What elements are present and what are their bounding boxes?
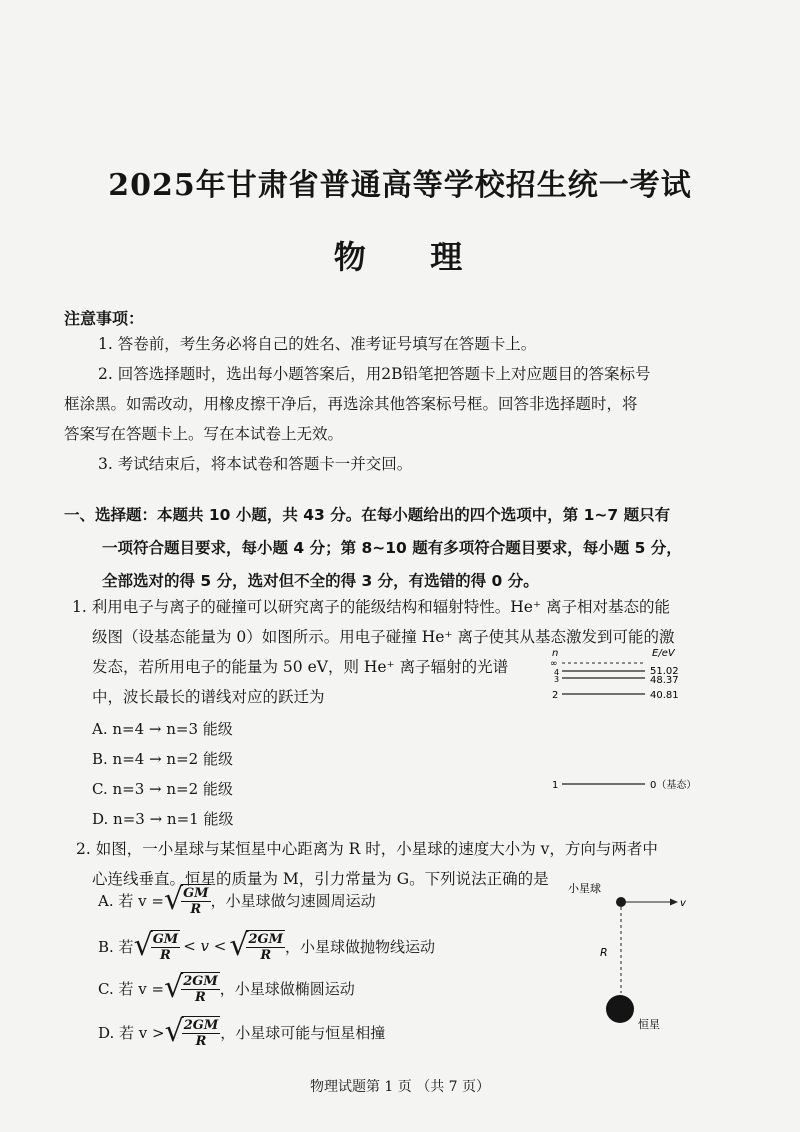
frac-denominator: R xyxy=(160,947,171,963)
radius-label: R xyxy=(600,946,608,959)
small-star-label: 小星球 xyxy=(568,882,601,895)
note-item-2-line-3: 答案写在答题卡上。写在本试卷上无效。 xyxy=(64,425,344,443)
level-1-energy: 0（基态） xyxy=(650,780,697,791)
note-item-2-line-1: 2. 回答选择题时，选出每小题答案后，用2B铅笔把答题卡上对应题目的答案标号 xyxy=(98,365,651,383)
q2-option-a-prefix: A. 若 v = xyxy=(98,891,164,910)
subject-title: 物 理 xyxy=(333,238,467,276)
sqrt-symbol: √ $\frac{2GM}{R}$ xyxy=(164,970,218,1005)
q1-line-2: 级图（设基态能量为 0）如图所示。用电子碰撞 He⁺ 离子使其从基态激发到可能的激 xyxy=(92,628,675,646)
note-item-3: 3. 考试结束后，将本试卷和答题卡一并交回。 xyxy=(98,455,413,473)
section1-line-3: 全部选对的得 5 分，选对但不全的得 3 分，有选错的得 0 分。 xyxy=(102,572,539,590)
velocity-arrowhead xyxy=(670,899,678,906)
q1-option-a: A. n=4 → n=3 能级 xyxy=(92,720,233,738)
q2-option-c xyxy=(98,968,355,1008)
frac-numerator: GM xyxy=(152,931,179,947)
q2-option-d-suffix: ，小星球可能与恒星相撞 xyxy=(220,1023,386,1042)
level-2-energy: 40.81 xyxy=(650,690,679,701)
section1-line-1: 一、选择题：本题共 10 小题，共 43 分。在每小题给出的四个选项中，第 1~7 题只有 xyxy=(64,506,671,524)
star-label: 恒星 xyxy=(638,1018,660,1031)
note-item-2-line-2: 框涂黑。如需改动，用橡皮擦干净后，再选涂其他答案标号框。回答非选择题时，将 xyxy=(64,395,638,413)
diagram-inf-label: ∞ xyxy=(550,659,558,669)
level-4-n: 4 xyxy=(554,668,560,677)
small-star-dot xyxy=(616,897,626,907)
frac-denominator: R xyxy=(260,947,272,963)
frac-denominator: R xyxy=(195,989,206,1005)
q2-option-b xyxy=(98,926,435,966)
q1-option-b: B. n=4 → n=2 能级 xyxy=(92,750,233,768)
diagram-n-label: n xyxy=(552,648,559,659)
sqrt-symbol: √ $\frac{2GM}{R}$ xyxy=(164,1014,219,1049)
q2-option-c-suffix: ，小星球做椭圆运动 xyxy=(219,979,355,998)
level-1-n: 1 xyxy=(552,780,559,791)
q1-line-4: 中，波长最长的谱线对应的跃迁为 xyxy=(92,688,325,706)
sqrt-symbol: √ $\frac{GM}{R}$ xyxy=(133,928,179,963)
frac-denominator: R xyxy=(190,901,202,917)
sqrt-symbol: √ $\frac{GM}{R}$ xyxy=(163,882,209,917)
level-2-n: 2 xyxy=(552,690,559,701)
velocity-label: v xyxy=(680,898,686,909)
q2-option-b-suffix: ，小星球做抛物线运动 xyxy=(285,937,436,956)
frac-numerator: 2GM xyxy=(248,931,284,947)
sqrt-symbol: √ $\frac{2GM}{R}$ xyxy=(229,928,284,963)
star-body xyxy=(606,995,634,1023)
frac-numerator: 2GM xyxy=(183,1017,219,1033)
energy-level-diagram xyxy=(540,645,710,805)
note-item-1: 1. 答卷前，考生务必将自己的姓名、准考证号填写在答题卡上。 xyxy=(98,335,537,353)
q2-option-d-prefix: D. 若 v > xyxy=(98,1023,165,1042)
level-3-energy: 48.37 xyxy=(650,675,679,686)
q2-line-1: 2. 如图，一小星球与某恒星中心距离为 R 时，小星球的速度大小为 v，方向与两者中 xyxy=(76,840,658,858)
q2-option-b-prefix: B. 若 xyxy=(98,937,134,956)
page-footer: 物理试题第 1 页 （共 7 页） xyxy=(309,1079,491,1095)
exam-title: 2025年甘肃省普通高等学校招生统一考试 xyxy=(108,168,692,203)
frac-numerator: 2GM xyxy=(183,973,218,989)
diagram-energy-label: E/eV xyxy=(652,648,675,659)
q2-option-c-prefix: C. 若 v = xyxy=(98,979,165,998)
level-4-energy: 51.02 xyxy=(650,666,679,677)
notes-heading: 注意事项： xyxy=(64,309,145,328)
star-orbit-diagram xyxy=(560,878,700,1038)
q2-option-b-middle: < v < xyxy=(183,937,227,955)
q2-line-2: 心连线垂直。恒星的质量为 M，引力常量为 G。下列说法正确的是 xyxy=(92,870,549,888)
q1-line-3: 发态，若所用电子的能量为 50 eV，则 He⁺ 离子辐射的光谱 xyxy=(92,658,509,676)
q2-option-d xyxy=(98,1012,385,1052)
frac-denominator: R xyxy=(195,1033,207,1049)
level-3-n: 3 xyxy=(554,675,560,684)
frac-numerator: GM xyxy=(183,885,209,901)
q2-option-a xyxy=(98,880,376,920)
q1-option-d: D. n=3 → n=1 能级 xyxy=(92,810,234,828)
q1-line-1: 1. 利用电子与离子的碰撞可以研究离子的能级结构和辐射特性。He⁺ 离子相对基态的能 xyxy=(72,598,671,616)
section1-line-2: 一项符合题目要求，每小题 4 分；第 8~10 题有多项符合题目要求，每小题 5 分， xyxy=(102,539,682,557)
q2-option-a-suffix: ，小星球做匀速圆周运动 xyxy=(210,891,376,910)
q1-option-c: C. n=3 → n=2 能级 xyxy=(92,780,233,798)
